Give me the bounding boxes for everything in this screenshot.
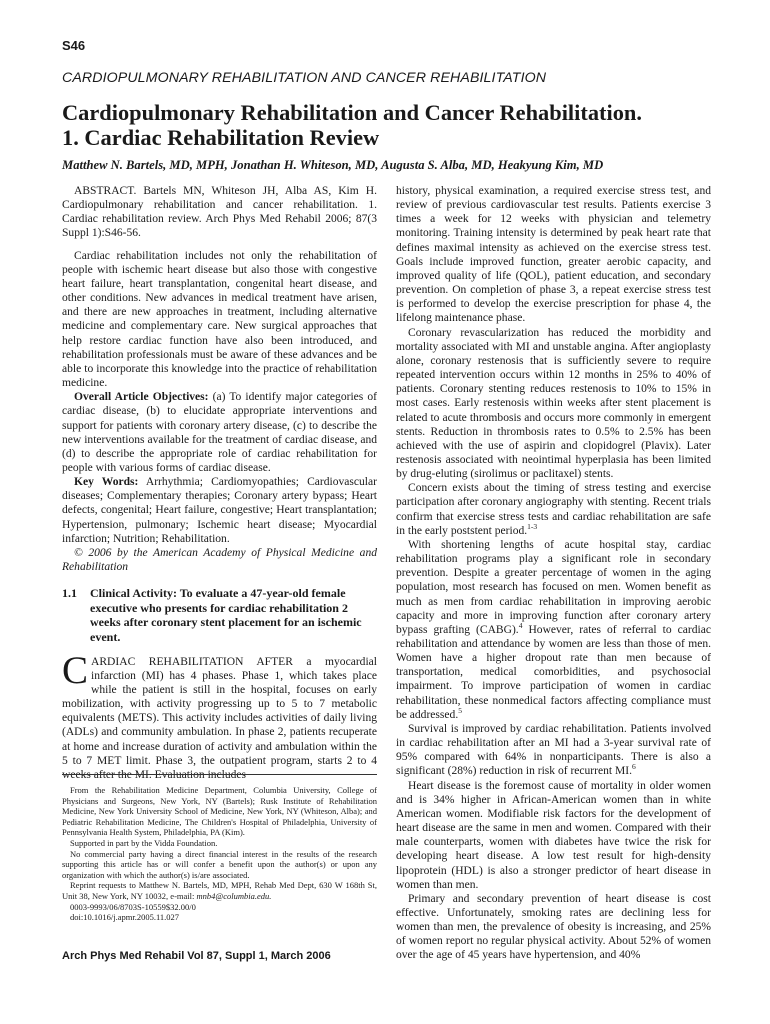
abstract: ABSTRACT. Bartels MN, Whiteson JH, Alba AS, Kim H. Cardiopulmonary rehabilitation and cancer rehabilitation. 1. Cardiac rehabilitation review. Arch Phys Med Rehabil 2006; 87(3 Suppl 1):S46-56. xyxy=(62,185,377,240)
keywords xyxy=(62,475,377,546)
section-heading: CARDIOPULMONARY REHABILITATION AND CANCER REHABILITATION xyxy=(62,70,547,86)
body-paragraph-1-text: ARDIAC REHABILITATION AFTER a myocardial infarction (MI) has 4 phases. Phase 1, which takes place while the patient is still in the hospital, focuses on early mobilization, with activity progressing up to 5 to 7 metabolic equivalents (METS). This activity includes activities of daily living (ADLs) and community ambulation. In phase 2, patients recuperate at home and increase duration of activity and ambulation within the 5 to 7 MET limit. Phase 3, the outpatient program, starts 2 to 4 weeks after the MI. Evaluation includes xyxy=(62,655,377,781)
right-paragraph-5-text: Survival is improved by cardiac rehabilitation. Patients involved in cardiac rehabilitation after an MI had a 3-year survival rate of 95% compared with 64% in nonparticipants. There is also a significant (28%) reduction in risk of recurrent MI. xyxy=(396,722,711,778)
citation-4: 4 xyxy=(518,621,523,630)
right-paragraph-4 xyxy=(396,538,711,722)
footnotes xyxy=(62,774,377,923)
title-line-2: 1. Cardiac Rehabilitation Review xyxy=(62,125,380,150)
footnote-issn: 0003-9993/06/8703S-10559$32.00/0 xyxy=(70,901,196,912)
right-paragraph-3-text: Concern exists about the timing of stress testing and exercise participation after coronary angiography with stenting. Recent trials confirm that exercise stress tests and cardiac rehabilitation are safe in the early poststent period. xyxy=(396,482,711,537)
objectives-label: Overall Article Objectives: xyxy=(74,391,209,404)
citation-5: 5 xyxy=(458,705,462,715)
keywords-label: Key Words: xyxy=(74,476,139,489)
footnote-email-link[interactable]: mnb4@columbia.edu. xyxy=(196,890,272,901)
footnote-reprint-text: Reprint requests to Matthew N. Bartels, MD, MPH, Rehab Med Dept, 630 W 168th St, Unit 38, New York, NY 10032, e-mail: xyxy=(62,880,377,901)
right-paragraph-2: Coronary revascularization has reduced the morbidity and mortality associated with MI and unstable angina. After angioplasty alone, coronary restenosis that is sufficiently severe to require repeated intervention occurs within 12 months in 25% to 40% of patients. Coronary stenting reduces restenosis to 10% to 15% in most cases. Early restenosis within weeks after stent placement is related to acute thrombosis and occurs more commonly in emergent stents. Reduction in thrombosis rates to 0.5% to 2.5% has been achieved with the use of aspirin and clopidogrel (Plavix). Later restenosis associated with neointimal hyperplasia has been limited by drug-eluting (sirolimus or paclitaxel) stents. xyxy=(396,326,711,481)
citation-1-3: 1-3 xyxy=(527,521,538,531)
right-paragraph-5 xyxy=(396,722,711,779)
footnote-reprint xyxy=(62,880,377,901)
citation-6: 6 xyxy=(632,762,636,772)
footnote-affiliations: From the Rehabilitation Medicine Department, Columbia University, College of Physicians and Surgeons, New York, NY (Bartels); Rusk Institute of Rehabilitation Medicine, New York University School of Medicine, New York, NY (Whiteson, Alba); and Pediatric Rehabilitation Medicine, The Children's Hospital of Philadelphia, University of Pennsylvania Health System, Philadelphia, PA (Kim). xyxy=(62,785,377,838)
drop-cap: C xyxy=(62,648,89,692)
right-paragraph-6: Heart disease is the foremost cause of mortality in older women and is 34% higher in African-American women than in white American women. Modifiable risk factors for the development of heart disease are the same in men and women. Compared with their male counterparts, women with diabetes have twice the risk for developing heart disease. A low test result for high-density lipoprotein (HDL) is also a stronger predictor of heart disease in women than men. xyxy=(396,779,711,891)
right-column xyxy=(396,184,711,963)
right-paragraph-3 xyxy=(396,481,711,538)
clinical-activity-text: Clinical Activity: To evaluate a 47-year-old female executive who presents for cardiac rehabilitation 2 weeks after coronary stent placement for an ischemic event. xyxy=(90,586,362,644)
right-paragraph-4-text-a: With shortening lengths of acute hospital stay, cardiac rehabilitation programs play a significant role in secondary prevention. Despite a greater percentage of women in the aging population, most research has focused on men. Women benefit as much as men from cardiac rehabilitation in improving aerobic capacity and more in improving function after coronary artery bypass grafting (CABG). xyxy=(396,538,711,636)
left-column xyxy=(62,184,377,782)
copyright: © 2006 by the American Academy of Physical Medicine and Rehabilitation xyxy=(62,546,377,574)
clinical-activity-number: 1.1 xyxy=(62,586,77,601)
article-title xyxy=(62,100,722,150)
journal-footer: Arch Phys Med Rehabil Vol 87, Suppl 1, March 2006 xyxy=(62,950,331,962)
objectives xyxy=(62,390,377,475)
body-paragraph-1 xyxy=(62,648,377,782)
intro-paragraph: Cardiac rehabilitation includes not only the rehabilitation of people with ischemic heart disease but also those with congestive heart failure, heart transplantation, congenital heart disease, and other conditions. New advances in medical treatment have arisen, and there are new approaches in treatment, including alternative medicine and complementary care. New surgical approaches that help restore cardiac function have also been introduced, and rehabilitation professionals must be aware of these advances and be able to incorporate this knowledge into the practice of rehabilitation medicine. xyxy=(62,249,377,390)
authors: Matthew N. Bartels, MD, MPH, Jonathan H. Whiteson, MD, Augusta S. Alba, MD, Heakyung Kim, MD xyxy=(62,158,604,172)
page-number: S46 xyxy=(62,38,86,53)
footnote-conflict: No commercial party having a direct financial interest in the results of the research supporting this article has or will confer a benefit upon the author(s) or upon any organization with which the author(s) is/are associated. xyxy=(62,848,377,880)
objectives-text: (a) To identify major categories of cardiac disease, (b) to elucidate appropriate interventions and support for patients with coronary artery disease, (c) to describe the new interventions available for the treatment of cardiac disease, and (d) to describe the appropriate role of cardiac rehabilitation for people with various forms of cardiac disease. xyxy=(62,391,377,474)
right-paragraph-1: history, physical examination, a required exercise stress test, and review of previous cardiovascular test results. Patients exercise 3 times a week for 12 weeks with physician and telemetry monitoring. Training intensity is determined by peak heart rate that defines maximal intensity as achieved on the exercise stress test. Goals include improved function, greater aerobic capacity, and improved quality of life (QOL), patient education, and secondary prevention. On completion of phase 3, a repeat exercise stress test is performed to develop the exercise prescription for phase 4, the lifelong maintenance phase. xyxy=(396,185,711,325)
right-paragraph-4-text-b: However, rates of referral to cardiac rehabilitation and attendance by women are less than those of men. Women have a higher dropout rate than men because of transportation, medical comorbidities, and psychosocial impairment. To improve participation of women in cardiac rehabilitation, these nonmedical factors affecting compliance must be addressed. xyxy=(396,623,711,721)
clinical-activity xyxy=(62,586,377,644)
keywords-text: Arrhythmia; Cardiomyopathies; Cardiovascular diseases; Complementary therapies; Coronary artery bypass; Heart defects, congenital; Heart failure, congestive; Heart transplantation; Hypertension, pulmonary; Ischemic heart disease; Myocardial infarction; Nutrition; Rehabilitation. xyxy=(62,476,377,545)
footnote-doi: doi:10.1016/j.apmr.2005.11.027 xyxy=(70,912,180,923)
title-line-1: Cardiopulmonary Rehabilitation and Cancer Rehabilitation. xyxy=(62,100,642,125)
right-paragraph-7: Primary and secondary prevention of heart disease is cost effective. Unfortunately, smoking rates are declining less for women than men, the prevalence of obesity is increasing, and 25% of women report no regular physical activity. About 52% of women over the age of 45 years have hypertension, and 40% xyxy=(396,892,711,962)
footnote-support: Supported in part by the Vidda Foundation. xyxy=(70,837,218,848)
